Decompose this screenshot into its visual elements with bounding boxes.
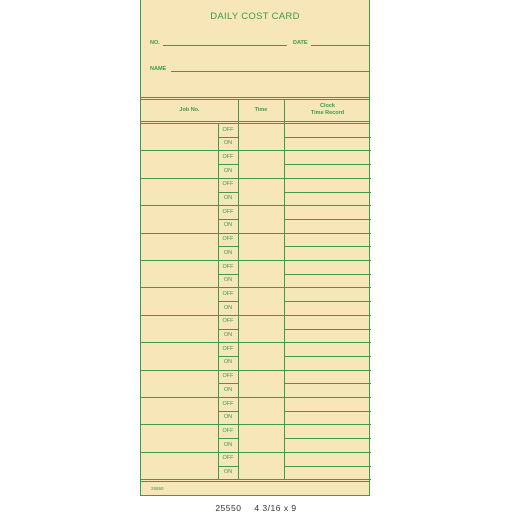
time-header: Time — [254, 107, 268, 113]
off-on-divider — [218, 192, 238, 193]
on-label: ON — [223, 304, 233, 311]
off-on-divider — [218, 466, 238, 467]
off-label: OFF — [222, 153, 234, 160]
header-top-rule-inner — [141, 99, 369, 100]
off-label: OFF — [222, 290, 234, 297]
date-label: DATE — [293, 40, 308, 46]
on-label: ON — [223, 195, 233, 201]
off-label: OFF — [222, 400, 234, 407]
off-on-column-right — [238, 123, 239, 479]
clock-header-line1: Clock — [320, 103, 335, 109]
daily-cost-card — [140, 0, 370, 496]
clock-header — [284, 103, 371, 117]
off-label: OFF — [222, 181, 234, 188]
on-label: ON — [223, 332, 233, 338]
row-pair-rule — [141, 178, 371, 179]
off-on-divider — [218, 329, 238, 330]
clock-row-rule — [284, 466, 371, 467]
on-label: ON — [223, 140, 233, 147]
on-label: ON — [223, 441, 233, 448]
on-label: ON — [223, 167, 233, 174]
footer-rule — [141, 481, 369, 482]
row-pair-rule — [141, 342, 371, 343]
on-label: ON — [223, 469, 233, 475]
no-label: NO. — [150, 40, 160, 46]
clock-row-rule — [284, 301, 371, 302]
product-size: 4 3/16 x 9 — [254, 503, 297, 513]
header-bottom-rule — [141, 121, 369, 122]
row-pair-rule — [141, 315, 371, 316]
off-label: OFF — [222, 126, 234, 133]
off-on-divider — [218, 246, 238, 247]
off-on-divider — [218, 164, 238, 165]
clock-row-rule — [284, 246, 371, 247]
clock-row-rule — [284, 383, 371, 384]
on-label: ON — [223, 222, 233, 229]
off-label: OFF — [222, 318, 234, 325]
header-divider-1 — [238, 99, 239, 123]
off-on-divider — [218, 383, 238, 384]
clock-row-rule — [284, 137, 371, 138]
row-pair-rule — [141, 233, 371, 234]
on-label: ON — [223, 414, 233, 421]
clock-row-rule — [284, 274, 371, 275]
card-title: DAILY COST CARD — [210, 11, 300, 22]
row-pair-rule — [141, 424, 371, 425]
off-on-divider — [218, 411, 238, 412]
job-no-header: Job No. — [179, 107, 200, 113]
name-field-line[interactable] — [171, 71, 369, 72]
header-bottom-rule-inner — [141, 123, 369, 124]
off-label: OFF — [222, 427, 234, 434]
off-on-divider — [218, 219, 238, 220]
clock-header-line2: Time Record — [310, 110, 345, 116]
off-label: OFF — [222, 263, 234, 270]
clock-row-rule — [284, 219, 371, 220]
off-on-divider — [218, 356, 238, 357]
row-pair-rule — [141, 452, 371, 453]
clock-row-rule — [284, 192, 371, 193]
off-label: OFF — [222, 236, 234, 243]
row-pair-rule — [141, 260, 371, 261]
clock-row-rule — [284, 356, 371, 357]
clock-row-rule — [284, 438, 371, 439]
header-divider-2 — [284, 99, 285, 123]
off-on-divider — [218, 301, 238, 302]
on-label: ON — [223, 277, 233, 284]
clock-row-rule — [284, 411, 371, 412]
form-number: 25550 — [151, 486, 164, 491]
row-pair-rule — [141, 205, 371, 206]
product-code: 25550 — [215, 503, 242, 513]
row-pair-rule — [141, 397, 371, 398]
on-label: ON — [223, 249, 233, 256]
off-label: OFF — [222, 208, 234, 215]
on-label: ON — [223, 386, 233, 393]
header-top-rule — [141, 97, 369, 98]
clock-row-rule — [284, 164, 371, 165]
row-pair-rule — [141, 287, 371, 288]
off-label: OFF — [222, 345, 234, 352]
name-label: NAME — [150, 66, 167, 72]
off-label: OFF — [222, 373, 234, 380]
row-pair-rule — [141, 150, 371, 151]
date-field-line[interactable] — [311, 45, 369, 46]
row-pair-rule — [141, 370, 371, 371]
on-label: ON — [223, 359, 233, 366]
off-label: OFF — [222, 455, 234, 462]
no-field-line[interactable] — [163, 45, 287, 46]
clock-row-rule — [284, 329, 371, 330]
off-on-divider — [218, 137, 238, 138]
off-on-divider — [218, 438, 238, 439]
off-on-divider — [218, 274, 238, 275]
